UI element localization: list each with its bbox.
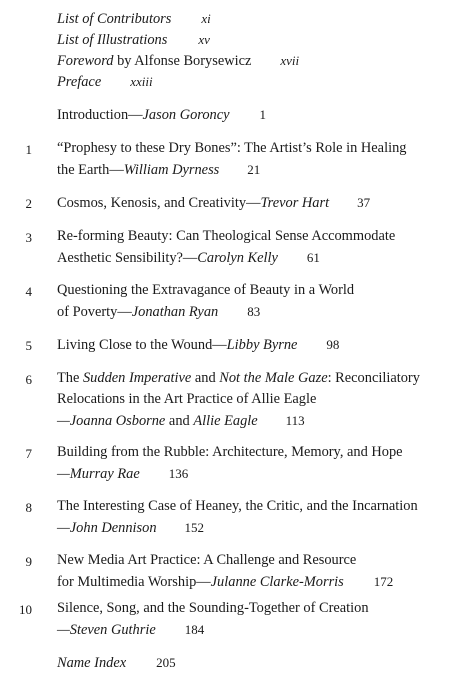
entry-author: —Joanna Osborne xyxy=(57,413,166,429)
entry-title: The xyxy=(57,370,83,386)
chapter-number: 1 xyxy=(25,142,32,157)
entry-title-italic: Sudden Imperative xyxy=(82,370,192,386)
chapter-number: 7 xyxy=(25,446,32,461)
page-number: 152 xyxy=(184,520,205,535)
toc-entry-chapter-1-line2 xyxy=(57,159,260,181)
entry-title: “Prophesy to these Dry Bones”: The Artist’s Role in Healing xyxy=(57,140,407,156)
page-number: 1 xyxy=(259,107,267,122)
entry-author: William Dyrness xyxy=(123,162,220,178)
toc-entry-chapter-10-line1 xyxy=(57,598,369,619)
entry-author: —Steven Guthrie xyxy=(57,622,156,638)
toc-entry-chapter-6-line1 xyxy=(57,368,420,389)
chapter-number: 5 xyxy=(25,338,32,353)
entry-title: Cosmos, Kenosis, and Creativity— xyxy=(57,195,261,211)
entry-title: Preface xyxy=(57,74,102,90)
entry-title: : Reconciliatory xyxy=(327,370,420,386)
page-number: 205 xyxy=(156,655,176,670)
chapter-number: 3 xyxy=(25,230,32,245)
page-number: 37 xyxy=(357,195,371,210)
entry-title: Aesthetic Sensibility?— xyxy=(57,250,198,266)
chapter-number: 6 xyxy=(25,372,32,387)
page-number: 136 xyxy=(168,466,189,481)
entry-title: Foreword xyxy=(57,53,114,69)
toc-entry-chapter-6-line3 xyxy=(57,410,305,432)
entry-author: Julanne Clarke-Morris xyxy=(210,574,344,590)
entry-title: and xyxy=(191,370,220,386)
chapter-number: 2 xyxy=(25,196,32,211)
toc-entry-chapter-7-line1 xyxy=(57,442,403,463)
entry-title: for Multimedia Worship— xyxy=(57,574,211,590)
page-number: 98 xyxy=(326,337,340,352)
toc-entry-chapter-10-line2 xyxy=(57,619,204,641)
entry-author: —John Dennison xyxy=(57,520,157,536)
entry-author: Jason Goroncy xyxy=(142,107,230,123)
entry-title: Relocations in the Art Practice of Allie Eagle xyxy=(57,391,317,407)
entry-title: Building from the Rubble: Architecture, Memory, and Hope xyxy=(57,444,403,460)
toc-entry-chapter-9-line2 xyxy=(57,571,393,593)
toc-entry-introduction xyxy=(57,104,266,126)
entry-title: of Poverty— xyxy=(57,304,132,320)
toc-entry-preface xyxy=(57,71,153,93)
chapter-number: 4 xyxy=(25,284,32,299)
toc-entry-chapter-5 xyxy=(57,334,339,356)
toc-entry-chapter-3-line2 xyxy=(57,247,320,269)
toc-entry-chapter-7-line2 xyxy=(57,463,188,485)
toc-entry-illustrations xyxy=(57,29,210,51)
entry-title: The Interesting Case of Heaney, the Critic, and the Incarnation xyxy=(57,498,418,514)
entry-author: by Alfonse Borysewicz xyxy=(113,53,252,69)
chapter-number: 9 xyxy=(25,554,32,569)
entry-title: Silence, Song, and the Sounding-Together of Creation xyxy=(57,600,369,616)
page-number: 172 xyxy=(373,574,394,589)
entry-author: Libby Byrne xyxy=(226,337,298,353)
toc-entry-name-index xyxy=(57,652,176,674)
entry-author: —Murray Rae xyxy=(57,466,140,482)
entry-title: Name Index xyxy=(57,655,127,671)
page-number: xxiii xyxy=(130,74,153,89)
toc-entry-chapter-3-line1 xyxy=(57,226,395,247)
toc-entry-chapter-8-line2 xyxy=(57,517,204,539)
toc-entry-chapter-1-line1 xyxy=(57,138,406,159)
entry-title: Introduction— xyxy=(57,107,143,123)
entry-title: the Earth— xyxy=(57,162,124,178)
toc-entry-chapter-6-line2 xyxy=(57,389,316,410)
entry-title: List of Contributors xyxy=(57,11,172,27)
toc-entry-chapter-9-line1 xyxy=(57,550,356,571)
chapter-number: 8 xyxy=(25,500,32,515)
toc-entry-chapter-8-line1 xyxy=(57,496,418,517)
entry-author-joiner: and xyxy=(165,413,194,429)
entry-title: Living Close to the Wound— xyxy=(57,337,227,353)
page-number: 113 xyxy=(285,413,305,428)
page-number: xvii xyxy=(280,53,300,68)
entry-author: Trevor Hart xyxy=(260,195,330,211)
entry-title: Questioning the Extravagance of Beauty in a World xyxy=(57,282,355,298)
entry-title-italic: Not the Male Gaze xyxy=(219,370,328,386)
page-number: xv xyxy=(198,32,210,47)
toc-entry-foreword xyxy=(57,50,299,72)
entry-title: New Media Art Practice: A Challenge and Resource xyxy=(57,552,357,568)
toc-entry-chapter-4-line1 xyxy=(57,280,354,301)
entry-author: Allie Eagle xyxy=(193,413,258,429)
entry-author: Jonathan Ryan xyxy=(131,304,219,320)
toc-entry-chapter-2 xyxy=(57,192,370,214)
page-number: 83 xyxy=(247,304,261,319)
entry-author: Carolyn Kelly xyxy=(197,250,278,266)
page-number: 21 xyxy=(247,162,261,177)
page-number: xi xyxy=(201,11,211,26)
toc-entry-chapter-4-line2 xyxy=(57,301,260,323)
page-number: 61 xyxy=(306,250,320,265)
entry-title: List of Illustrations xyxy=(57,32,168,48)
chapter-number: 10 xyxy=(19,602,32,617)
toc-entry-contributors xyxy=(57,8,211,30)
entry-title: Re-forming Beauty: Can Theological Sense Accommodate xyxy=(57,228,396,244)
page-number: 184 xyxy=(184,622,205,637)
